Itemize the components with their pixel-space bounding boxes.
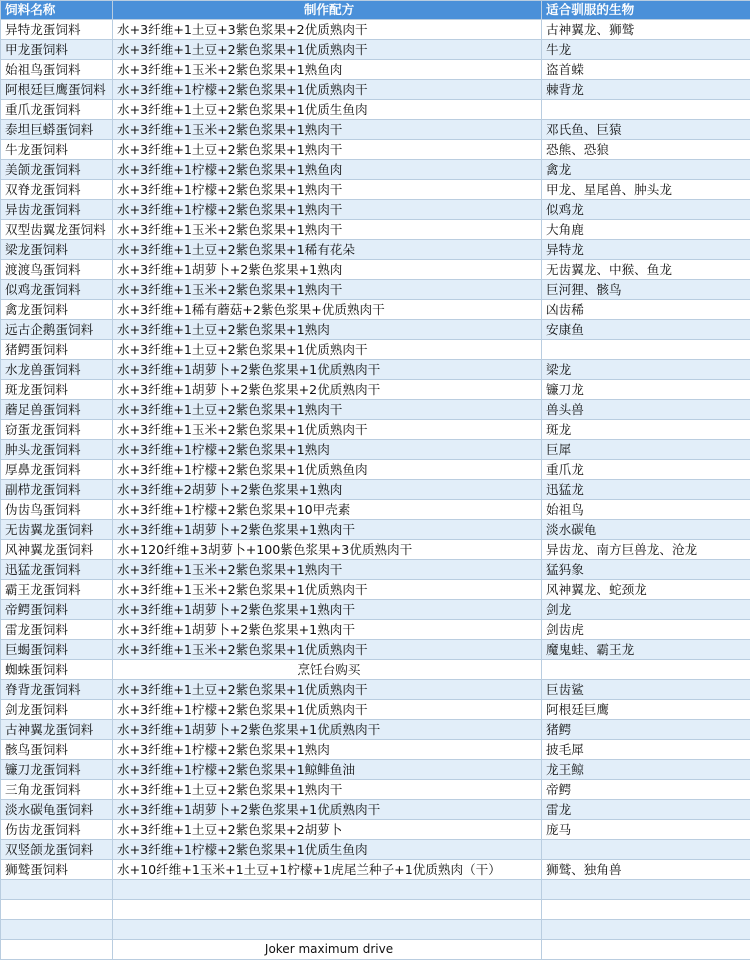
recipe-cell: 水+3纤维+1胡萝卜+2紫色浆果+1熟肉干 [113, 520, 542, 540]
creature-cell: 恐熊、恐狼 [542, 140, 750, 160]
recipe-cell: 水+3纤维+1柠檬+2紫色浆果+1熟肉 [113, 440, 542, 460]
feed-name-cell: 猪鳄蛋饲料 [1, 340, 113, 360]
creature-cell: 猛犸象 [542, 560, 750, 580]
feed-name-cell: 蘑足兽蛋饲料 [1, 400, 113, 420]
table-body [1, 20, 750, 960]
table-row [1, 640, 750, 660]
table-row [1, 720, 750, 740]
creature-cell: 剑龙 [542, 600, 750, 620]
feed-name-cell: 蜘蛛蛋饲料 [1, 660, 113, 680]
feed-name-cell [1, 940, 113, 960]
recipe-cell: 水+3纤维+1玉米+2紫色浆果+1熟肉干 [113, 560, 542, 580]
creature-cell [542, 340, 750, 360]
table-row [1, 660, 750, 680]
creature-cell: 迅猛龙 [542, 480, 750, 500]
header-feed-name: 饲料名称 [1, 1, 113, 20]
creature-cell: 镰刀龙 [542, 380, 750, 400]
creature-cell [542, 880, 750, 900]
feed-name-cell: 重爪龙蛋饲料 [1, 100, 113, 120]
recipe-cell: 水+3纤维+1胡萝卜+2紫色浆果+1优质熟肉干 [113, 800, 542, 820]
feed-name-cell: 异齿龙蛋饲料 [1, 200, 113, 220]
feed-name-cell: 副栉龙蛋饲料 [1, 480, 113, 500]
feed-name-cell: 狮鹫蛋饲料 [1, 860, 113, 880]
creature-cell: 巨齿鲨 [542, 680, 750, 700]
table-row [1, 860, 750, 880]
table-row [1, 160, 750, 180]
feed-name-cell: 镰刀龙蛋饲料 [1, 760, 113, 780]
feed-name-cell: 渡渡鸟蛋饲料 [1, 260, 113, 280]
feed-name-cell: 双竖颌龙蛋饲料 [1, 840, 113, 860]
recipe-cell: 水+3纤维+1玉米+2紫色浆果+1熟肉干 [113, 280, 542, 300]
recipe-cell: 水+3纤维+1柠檬+2紫色浆果+1鲸鲱鱼油 [113, 760, 542, 780]
feed-name-cell: 梁龙蛋饲料 [1, 240, 113, 260]
table-row [1, 180, 750, 200]
creature-cell: 淡水碳龟 [542, 520, 750, 540]
recipe-cell [113, 900, 542, 920]
creature-cell: 始祖鸟 [542, 500, 750, 520]
table-row [1, 760, 750, 780]
table-row [1, 680, 750, 700]
feed-name-cell: 泰坦巨蟒蛋饲料 [1, 120, 113, 140]
recipe-cell: 水+3纤维+1玉米+2紫色浆果+1熟鱼肉 [113, 60, 542, 80]
table-row [1, 820, 750, 840]
recipe-cell: 水+3纤维+1土豆+2紫色浆果+1优质熟肉干 [113, 680, 542, 700]
creature-cell: 雷龙 [542, 800, 750, 820]
creature-cell: 龙王鲸 [542, 760, 750, 780]
creature-cell: 巨河狸、骸鸟 [542, 280, 750, 300]
recipe-cell: 水+3纤维+1土豆+2紫色浆果+1熟肉干 [113, 400, 542, 420]
feed-name-cell: 伪齿鸟蛋饲料 [1, 500, 113, 520]
feed-name-cell: 脊背龙蛋饲料 [1, 680, 113, 700]
feed-name-cell: 窃蛋龙蛋饲料 [1, 420, 113, 440]
feed-name-cell: 迅猛龙蛋饲料 [1, 560, 113, 580]
recipe-cell: 水+3纤维+1土豆+2紫色浆果+1优质熟肉干 [113, 40, 542, 60]
creature-cell: 梁龙 [542, 360, 750, 380]
recipe-cell: 水+3纤维+1柠檬+2紫色浆果+1熟肉 [113, 740, 542, 760]
table-row [1, 740, 750, 760]
creature-cell: 阿根廷巨鹰 [542, 700, 750, 720]
recipe-cell: 水+3纤维+1柠檬+2紫色浆果+1优质熟肉干 [113, 700, 542, 720]
creature-cell: 大角鹿 [542, 220, 750, 240]
feed-name-cell: 甲龙蛋饲料 [1, 40, 113, 60]
feed-name-cell: 无齿翼龙蛋饲料 [1, 520, 113, 540]
recipe-cell: 水+3纤维+1玉米+2紫色浆果+1优质熟肉干 [113, 420, 542, 440]
table-row [1, 520, 750, 540]
feed-name-cell: 牛龙蛋饲料 [1, 140, 113, 160]
table-row [1, 920, 750, 940]
table-row [1, 140, 750, 160]
recipe-cell: Joker maximum drive [113, 940, 542, 960]
recipe-cell: 水+3纤维+1柠檬+2紫色浆果+10甲壳素 [113, 500, 542, 520]
creature-cell [542, 940, 750, 960]
feed-name-cell: 肿头龙蛋饲料 [1, 440, 113, 460]
creature-cell: 似鸡龙 [542, 200, 750, 220]
table-row [1, 560, 750, 580]
feed-name-cell: 淡水碳龟蛋饲料 [1, 800, 113, 820]
table-row [1, 280, 750, 300]
recipe-cell: 水+3纤维+1玉米+2紫色浆果+1优质熟肉干 [113, 580, 542, 600]
creature-cell: 剑齿虎 [542, 620, 750, 640]
table-row [1, 380, 750, 400]
recipe-cell [113, 880, 542, 900]
table-row [1, 220, 750, 240]
recipe-cell: 水+3纤维+1稀有蘑菇+2紫色浆果+优质熟肉干 [113, 300, 542, 320]
recipe-cell: 水+3纤维+1胡萝卜+2紫色浆果+1优质熟肉干 [113, 720, 542, 740]
creature-cell: 禽龙 [542, 160, 750, 180]
recipe-cell: 水+3纤维+1胡萝卜+2紫色浆果+1熟肉干 [113, 600, 542, 620]
feed-name-cell: 厚鼻龙蛋饲料 [1, 460, 113, 480]
feed-name-cell: 始祖鸟蛋饲料 [1, 60, 113, 80]
table-row [1, 780, 750, 800]
recipe-cell: 水+3纤维+1柠檬+2紫色浆果+1熟鱼肉 [113, 160, 542, 180]
table-row [1, 800, 750, 820]
creature-cell [542, 900, 750, 920]
creature-cell: 猪鳄 [542, 720, 750, 740]
recipe-cell: 水+3纤维+1土豆+2紫色浆果+1优质生鱼肉 [113, 100, 542, 120]
creature-cell: 风神翼龙、蛇颈龙 [542, 580, 750, 600]
recipe-cell: 水+3纤维+1玉米+2紫色浆果+1熟肉干 [113, 120, 542, 140]
feed-name-cell [1, 880, 113, 900]
feed-name-cell: 似鸡龙蛋饲料 [1, 280, 113, 300]
table-row [1, 900, 750, 920]
recipe-cell: 水+3纤维+1柠檬+2紫色浆果+1熟肉干 [113, 200, 542, 220]
table-row [1, 420, 750, 440]
feed-name-cell [1, 920, 113, 940]
feed-name-cell: 霸王龙蛋饲料 [1, 580, 113, 600]
table-row [1, 460, 750, 480]
header-tameable-creatures: 适合驯服的生物 [542, 1, 750, 20]
feed-name-cell: 异特龙蛋饲料 [1, 20, 113, 40]
creature-cell: 披毛犀 [542, 740, 750, 760]
feed-name-cell: 伤齿龙蛋饲料 [1, 820, 113, 840]
creature-cell: 异特龙 [542, 240, 750, 260]
creature-cell [542, 660, 750, 680]
recipe-cell: 水+3纤维+1土豆+2紫色浆果+1优质熟肉干 [113, 340, 542, 360]
table-row [1, 320, 750, 340]
table-row [1, 840, 750, 860]
creature-cell: 重爪龙 [542, 460, 750, 480]
creature-cell: 兽头兽 [542, 400, 750, 420]
recipe-cell: 水+3纤维+1土豆+2紫色浆果+1稀有花朵 [113, 240, 542, 260]
recipe-cell: 烹饪台购买 [113, 660, 542, 680]
recipe-cell: 水+3纤维+1柠檬+2紫色浆果+1优质熟鱼肉 [113, 460, 542, 480]
feed-name-cell: 骸鸟蛋饲料 [1, 740, 113, 760]
feed-name-cell: 远古企鹅蛋饲料 [1, 320, 113, 340]
feed-name-cell: 水龙兽蛋饲料 [1, 360, 113, 380]
recipe-cell: 水+3纤维+1胡萝卜+2紫色浆果+1优质熟肉干 [113, 360, 542, 380]
feed-name-cell: 古神翼龙蛋饲料 [1, 720, 113, 740]
recipe-cell: 水+3纤维+2胡萝卜+2紫色浆果+1熟肉 [113, 480, 542, 500]
table-row [1, 940, 750, 960]
table-row [1, 80, 750, 100]
table-row [1, 100, 750, 120]
creature-cell [542, 100, 750, 120]
feed-name-cell [1, 900, 113, 920]
creature-cell: 庞马 [542, 820, 750, 840]
table-row [1, 400, 750, 420]
table-header-row [1, 1, 750, 20]
table-row [1, 340, 750, 360]
recipe-cell: 水+3纤维+1柠檬+2紫色浆果+1优质熟肉干 [113, 80, 542, 100]
table-row [1, 300, 750, 320]
recipe-cell: 水+10纤维+1玉米+1土豆+1柠檬+1虎尾兰种子+1优质熟肉（干） [113, 860, 542, 880]
creature-cell: 巨犀 [542, 440, 750, 460]
table-row [1, 360, 750, 380]
creature-cell: 邓氏鱼、巨猿 [542, 120, 750, 140]
creature-cell: 无齿翼龙、中猴、鱼龙 [542, 260, 750, 280]
recipe-cell: 水+3纤维+1胡萝卜+2紫色浆果+1熟肉干 [113, 620, 542, 640]
table-row [1, 580, 750, 600]
feed-name-cell: 斑龙蛋饲料 [1, 380, 113, 400]
recipe-cell: 水+3纤维+1土豆+2紫色浆果+1熟肉 [113, 320, 542, 340]
feed-name-cell: 风神翼龙蛋饲料 [1, 540, 113, 560]
table-row [1, 120, 750, 140]
header-recipe: 制作配方 [113, 1, 542, 20]
table-row [1, 880, 750, 900]
table-row [1, 260, 750, 280]
table-row [1, 600, 750, 620]
recipe-cell: 水+3纤维+1柠檬+2紫色浆果+1优质生鱼肉 [113, 840, 542, 860]
table-row [1, 620, 750, 640]
creature-cell: 牛龙 [542, 40, 750, 60]
feed-name-cell: 双型齿翼龙蛋饲料 [1, 220, 113, 240]
creature-cell: 安康鱼 [542, 320, 750, 340]
feed-name-cell: 阿根廷巨鹰蛋饲料 [1, 80, 113, 100]
feed-name-cell: 雷龙蛋饲料 [1, 620, 113, 640]
recipe-cell: 水+3纤维+1玉米+2紫色浆果+1优质熟肉干 [113, 640, 542, 660]
table-row [1, 200, 750, 220]
recipe-cell: 水+3纤维+1土豆+2紫色浆果+2胡萝卜 [113, 820, 542, 840]
feed-name-cell: 禽龙蛋饲料 [1, 300, 113, 320]
recipe-cell: 水+3纤维+1土豆+2紫色浆果+1熟肉干 [113, 140, 542, 160]
feed-name-cell: 剑龙蛋饲料 [1, 700, 113, 720]
recipe-cell: 水+3纤维+1柠檬+2紫色浆果+1熟肉干 [113, 180, 542, 200]
table-row [1, 480, 750, 500]
table-row [1, 60, 750, 80]
table-row [1, 240, 750, 260]
recipe-cell: 水+3纤维+1玉米+2紫色浆果+1熟肉干 [113, 220, 542, 240]
recipe-cell: 水+3纤维+1土豆+3紫色浆果+2优质熟肉干 [113, 20, 542, 40]
creature-cell: 斑龙 [542, 420, 750, 440]
recipe-cell: 水+3纤维+1胡萝卜+2紫色浆果+1熟肉 [113, 260, 542, 280]
feed-name-cell: 帝鳄蛋饲料 [1, 600, 113, 620]
table-row [1, 440, 750, 460]
creature-cell: 凶齿稀 [542, 300, 750, 320]
table-row [1, 540, 750, 560]
recipe-cell [113, 920, 542, 940]
feed-name-cell: 双脊龙蛋饲料 [1, 180, 113, 200]
table-row [1, 700, 750, 720]
recipe-cell: 水+3纤维+1胡萝卜+2紫色浆果+2优质熟肉干 [113, 380, 542, 400]
creature-cell: 甲龙、星尾兽、肿头龙 [542, 180, 750, 200]
feed-name-cell: 三角龙蛋饲料 [1, 780, 113, 800]
creature-cell: 古神翼龙、狮鹫 [542, 20, 750, 40]
table-row [1, 500, 750, 520]
creature-cell: 魔鬼蛙、霸王龙 [542, 640, 750, 660]
creature-cell: 帝鳄 [542, 780, 750, 800]
recipe-cell: 水+3纤维+1土豆+2紫色浆果+1熟肉干 [113, 780, 542, 800]
table-row [1, 20, 750, 40]
recipe-cell: 水+120纤维+3胡萝卜+100紫色浆果+3优质熟肉干 [113, 540, 542, 560]
creature-cell [542, 840, 750, 860]
creature-cell: 异齿龙、南方巨兽龙、沧龙 [542, 540, 750, 560]
creature-cell: 棘背龙 [542, 80, 750, 100]
creature-cell: 狮鹫、独角兽 [542, 860, 750, 880]
feed-name-cell: 美颌龙蛋饲料 [1, 160, 113, 180]
creature-cell: 盗首蝾 [542, 60, 750, 80]
table-row [1, 40, 750, 60]
creature-cell [542, 920, 750, 940]
feed-name-cell: 巨蝎蛋饲料 [1, 640, 113, 660]
